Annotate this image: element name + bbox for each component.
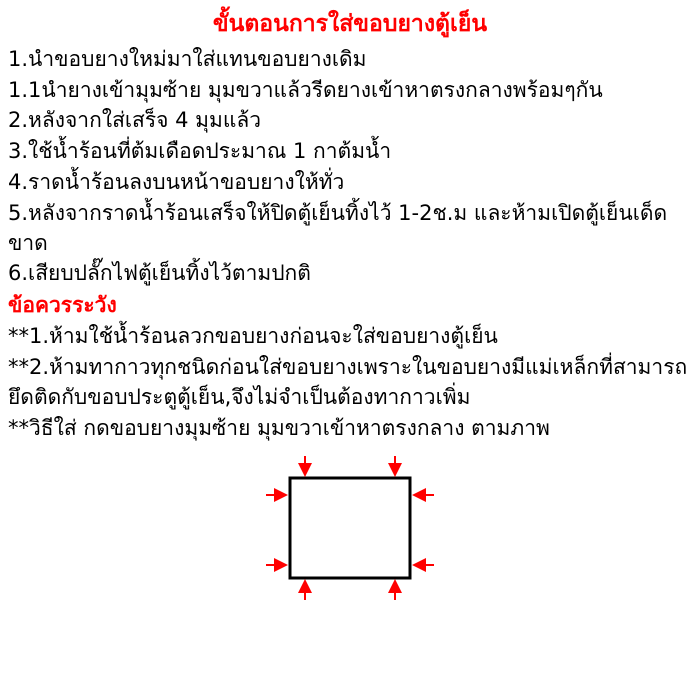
page-title: ขั้นตอนการใส่ขอบยางตู้เย็น [212, 11, 488, 37]
step-line: 1.1นำยางเข้ามุมซ้าย มุมขวาแล้วรีดยางเข้าหาตรงกลางพร้อมๆกัน [8, 77, 603, 102]
warning-line: **2.ห้ามทากาวทุกชนิดก่อนใส่ขอบยางเพราะในขอบยางมีแม่เหล็กที่สามารถยึดติดกับขอบประตูตู้เย็น,จึงไม่จำเป็นต้องทากาวเพิ่ม [8, 354, 688, 409]
step-line: 2.หลังจากใส่เสร็จ 4 มุมแล้ว [8, 108, 262, 133]
warning-line: **1.ห้ามใช้น้ำร้อนลวกขอบยางก่อนจะใส่ขอบยางตู้เย็น [8, 324, 498, 349]
step-line: 4.ราดน้ำร้อนลงบนหน้าขอบยางให้ทั่ว [8, 170, 345, 194]
step-line: 3.ใช้น้ำร้อนที่ต้มเดือดประมาณ 1 กาต้มน้ำ [8, 139, 392, 164]
step-line: 5.หลังจากราดน้ำร้อนเสร็จให้ปิดตู้เย็นทิ้งไว้ 1-2ช.ม และห้ามเปิดตู้เย็นเด็ดขาด [8, 200, 668, 255]
warning-heading: ข้อควรระวัง [8, 293, 117, 318]
gasket-frame [290, 478, 410, 578]
warning-line: **วิธีใส่ กดขอบยางมุมซ้าย มุมขวาเข้าหาตรงกลาง ตามภาพ [8, 415, 550, 440]
step-line: 1.นำขอบยางใหม่มาใส่แทนขอบยางเดิม [8, 46, 367, 71]
step-line: 6.เสียบปลั๊กไฟตู้เย็นทิ้งไว้ตามปกติ [8, 261, 311, 286]
refrigerator-door-gasket-diagram [230, 453, 470, 603]
